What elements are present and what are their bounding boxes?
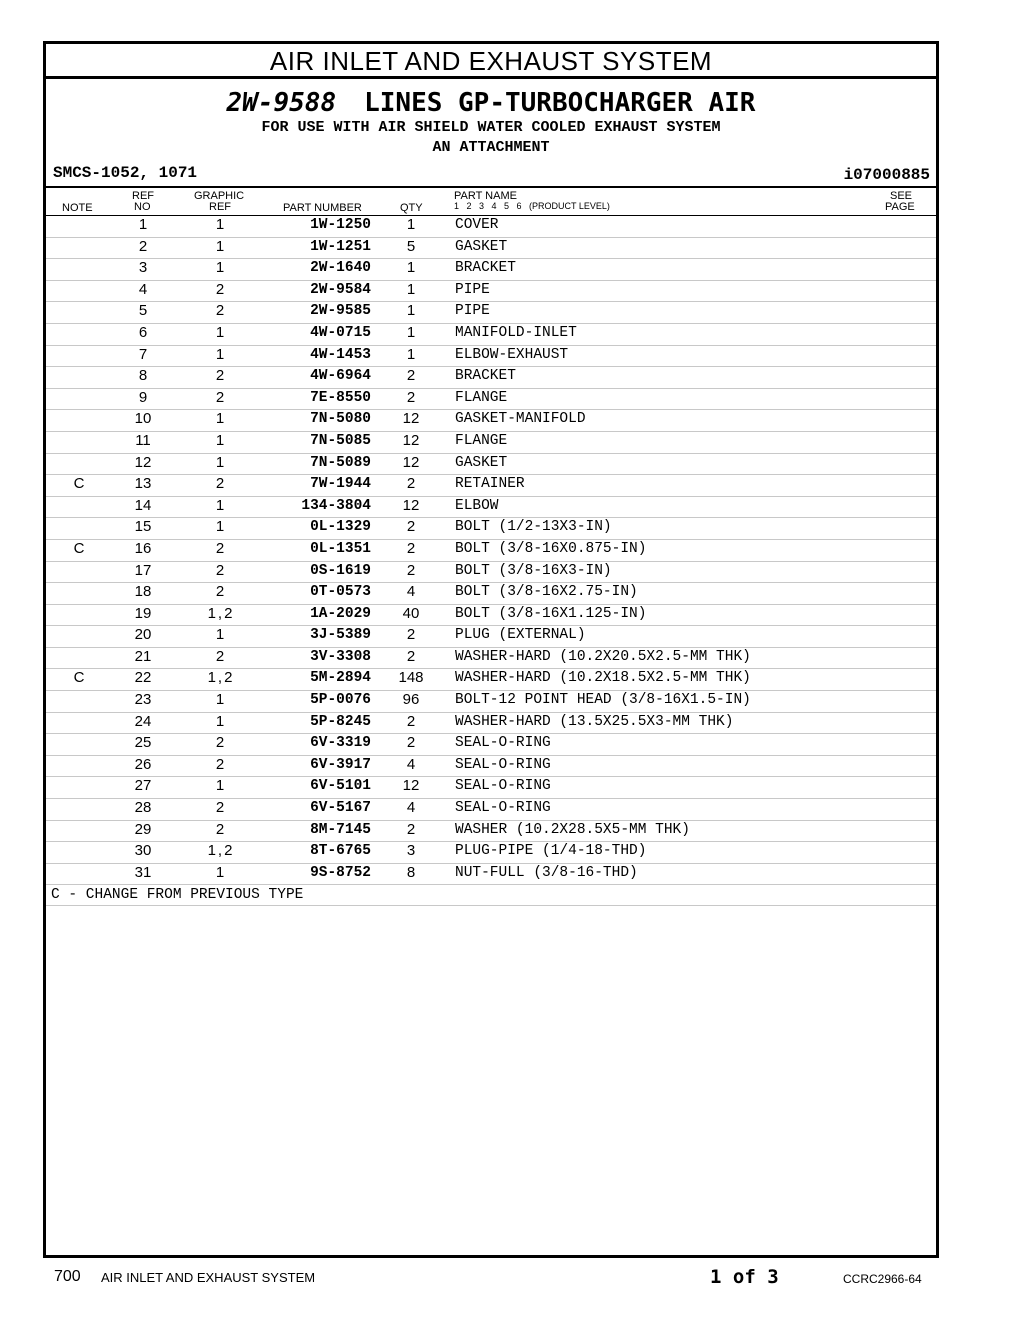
table-row: [46, 281, 936, 303]
ref-number-cell: 28: [134, 799, 152, 817]
ref-number-cell: 26: [134, 755, 152, 773]
part-number-cell: 6V-5167: [310, 800, 371, 817]
graphic-ref-cell: 2: [215, 367, 227, 385]
table-row: [46, 432, 936, 454]
part-name-cell: ELBOW-EXHAUST: [455, 346, 569, 363]
part-number-cell: 5P-8245: [310, 713, 371, 730]
graphic-ref-cell: 1: [215, 712, 227, 730]
ref-number-cell: 5: [138, 302, 148, 320]
page-frame: [43, 41, 939, 1258]
quantity-cell: 4: [406, 755, 416, 773]
graphic-ref-cell: 1: [215, 431, 227, 449]
part-name-cell: BOLT (1/2-13X3-IN): [455, 519, 612, 536]
ref-number-cell: 19: [134, 604, 152, 622]
table-row: [46, 756, 936, 778]
quantity-cell: 96: [402, 691, 420, 709]
footer-section: AIR INLET AND EXHAUST SYSTEM: [101, 1270, 316, 1285]
quantity-cell: 2: [406, 388, 416, 406]
subtitle-1: FOR USE WITH AIR SHIELD WATER COOLED EXHAUST SYSTEM: [261, 119, 721, 136]
page-footer: [0, 1262, 1020, 1292]
part-name-cell: PIPE: [455, 281, 490, 298]
ref-number-cell: 17: [134, 561, 152, 579]
graphic-ref-cell: 1: [215, 863, 227, 881]
quantity-cell: 2: [406, 539, 416, 557]
part-number-cell: 1A-2029: [310, 605, 371, 622]
ref-number-cell: 21: [134, 647, 152, 665]
quantity-cell: 12: [402, 453, 420, 471]
part-name-cell: GASKET-MANIFOLD: [455, 411, 586, 428]
col-ref-top: REF: [132, 190, 154, 202]
quantity-cell: 2: [406, 647, 416, 665]
quantity-cell: 8: [406, 863, 416, 881]
table-row: [46, 324, 936, 346]
ref-number-cell: 8: [138, 367, 148, 385]
graphic-ref-cell: 2: [215, 539, 227, 557]
quantity-cell: 40: [402, 604, 420, 622]
part-number-cell: 2W-9585: [310, 303, 371, 320]
part-name-cell: PIPE: [455, 303, 490, 320]
ref-number-cell: 6: [138, 323, 148, 341]
col-note: NOTE: [62, 202, 93, 214]
graphic-ref-cell: 1: [215, 259, 227, 277]
note-cell: C: [73, 475, 85, 493]
title-block: [46, 88, 936, 158]
part-name-cell: WASHER-HARD (10.2X18.5X2.5-MM THK): [455, 670, 751, 687]
table-row: [46, 583, 936, 605]
part-name-cell: BOLT-12 POINT HEAD (3/8-16X1.5-IN): [455, 692, 751, 709]
quantity-cell: 2: [406, 367, 416, 385]
part-number-cell: 7N-5085: [310, 432, 371, 449]
quantity-cell: 12: [402, 431, 420, 449]
ref-number-cell: 29: [134, 820, 152, 838]
smcs-code: SMCS-1052, 1071: [53, 164, 198, 182]
part-name-cell: FLANGE: [455, 389, 508, 406]
part-name-cell: RETAINER: [455, 476, 525, 493]
ref-number-cell: 11: [135, 431, 151, 449]
part-name-cell: BOLT (3/8-16X0.875-IN): [455, 540, 647, 557]
part-number-cell: 0S-1619: [310, 562, 371, 579]
part-name-cell: WASHER (10.2X28.5X5-MM THK): [455, 821, 690, 838]
graphic-ref-cell: 2: [215, 302, 227, 320]
table-row: [46, 864, 936, 886]
part-number-cell: 4W-6964: [310, 368, 371, 385]
part-number-cell: 7E-8550: [310, 389, 371, 406]
col-ref-bottom: NO: [134, 201, 151, 213]
table-row: [46, 216, 936, 238]
part-number-cell: 1W-1251: [310, 238, 371, 255]
quantity-cell: 1: [406, 259, 416, 277]
part-name-cell: BOLT (3/8-16X1.125-IN): [455, 605, 647, 622]
table-row: [46, 562, 936, 584]
quantity-cell: 12: [402, 496, 420, 514]
part-name-cell: BOLT (3/8-16X3-IN): [455, 562, 612, 579]
quantity-cell: 2: [406, 820, 416, 838]
ref-number-cell: 18: [134, 583, 152, 601]
ref-number-cell: 16: [134, 539, 152, 557]
part-name-cell: PLUG-PIPE (1/4-18-THD): [455, 843, 647, 860]
quantity-cell: 2: [406, 712, 416, 730]
ref-number-cell: 4: [138, 280, 148, 298]
graphic-ref-cell: 1: [215, 777, 227, 795]
part-name-cell: SEAL-O-RING: [455, 800, 551, 817]
table-row: [46, 777, 936, 799]
table-row: [46, 821, 936, 843]
table-row: [46, 346, 936, 368]
part-name-cell: NUT-FULL (3/8-16-THD): [455, 864, 638, 881]
graphic-ref-cell: 2: [215, 561, 227, 579]
note-cell: C: [73, 669, 85, 687]
part-number-cell: 2W-9584: [310, 281, 371, 298]
ref-number-cell: 3: [138, 259, 148, 277]
table-row: [46, 540, 936, 562]
part-number-cell: 8M-7145: [310, 821, 371, 838]
part-number-cell: 5M-2894: [310, 670, 371, 687]
part-number-cell: 4W-0715: [310, 324, 371, 341]
ref-number-cell: 27: [134, 777, 152, 795]
part-number-cell: 3V-3308: [310, 648, 371, 665]
graphic-ref-cell: 2: [215, 799, 227, 817]
part-number-cell: 3J-5389: [310, 627, 371, 644]
graphic-ref-cell: 1: [215, 237, 227, 255]
legend-note: C - CHANGE FROM PREVIOUS TYPE: [46, 885, 936, 906]
col-graphic-top: GRAPHIC: [194, 190, 245, 202]
part-name-cell: FLANGE: [455, 432, 508, 449]
col-part-number: PART NUMBER: [283, 202, 362, 214]
part-name-cell: PLUG (EXTERNAL): [455, 627, 586, 644]
part-name-cell: MANIFOLD-INLET: [455, 324, 577, 341]
table-header: [46, 188, 936, 216]
table-row: [46, 799, 936, 821]
table-row: [46, 410, 936, 432]
table-row: [46, 518, 936, 540]
part-name-cell: BOLT (3/8-16X2.75-IN): [455, 584, 638, 601]
part-number-cell: 1W-1250: [310, 217, 371, 233]
quantity-cell: 1: [406, 323, 416, 341]
graphic-ref-cell: 1: [215, 410, 227, 428]
col-see-bottom: PAGE: [885, 201, 915, 213]
col-qty: QTY: [400, 202, 423, 214]
part-name-cell: WASHER-HARD (10.2X20.5X2.5-MM THK): [455, 648, 751, 665]
part-name-cell: ELBOW: [455, 497, 499, 514]
ref-number-cell: 24: [134, 712, 152, 730]
subtitle-2: AN ATTACHMENT: [432, 139, 550, 156]
table-row: [46, 734, 936, 756]
col-see-top: SEE: [890, 190, 913, 202]
ref-number-cell: 10: [134, 410, 152, 428]
part-name-cell: SEAL-O-RING: [455, 778, 551, 795]
table-row: [46, 648, 936, 670]
graphic-ref-cell: 1: [215, 453, 227, 471]
part-number-cell: 2W-1640: [310, 260, 371, 277]
table-row: [46, 454, 936, 476]
graphic-ref-cell: 1: [215, 345, 227, 363]
graphic-ref-cell: 2: [215, 647, 227, 665]
table-row: [46, 475, 936, 497]
part-number-cell: 0T-0573: [310, 584, 371, 601]
graphic-ref-cell: 1,2: [207, 669, 235, 687]
graphic-ref-cell: 2: [215, 475, 227, 493]
graphic-ref-cell: 2: [215, 820, 227, 838]
ref-number-cell: 23: [134, 691, 152, 709]
graphic-ref-cell: 2: [215, 755, 227, 773]
part-name-cell: SEAL-O-RING: [455, 735, 551, 752]
ref-number-cell: 20: [134, 626, 152, 644]
part-name-cell: GASKET: [455, 238, 508, 255]
quantity-cell: 1: [406, 216, 416, 233]
ref-number-cell: 14: [134, 496, 152, 514]
quantity-cell: 3: [406, 842, 416, 860]
ref-number-cell: 2: [138, 237, 148, 255]
part-name-cell: WASHER-HARD (13.5X25.5X3-MM THK): [455, 713, 734, 730]
part-name-cell: COVER: [455, 217, 499, 233]
ref-number-cell: 13: [134, 475, 152, 493]
table-row: [46, 497, 936, 519]
quantity-cell: 5: [406, 237, 416, 255]
quantity-cell: 2: [406, 561, 416, 579]
graphic-ref-cell: 2: [215, 583, 227, 601]
quantity-cell: 2: [406, 626, 416, 644]
part-number-cell: 4W-1453: [310, 346, 371, 363]
table-row: [46, 842, 936, 864]
quantity-cell: 1: [406, 345, 416, 363]
footer-code: CCRC2966-64: [843, 1272, 922, 1286]
ref-number-cell: 30: [134, 842, 152, 860]
graphic-ref-cell: 1: [215, 216, 227, 233]
graphic-ref-cell: 1,2: [207, 842, 235, 860]
quantity-cell: 4: [406, 799, 416, 817]
part-number-cell: 6V-3917: [310, 756, 371, 773]
part-name-cell: GASKET: [455, 454, 508, 471]
table-row: [46, 302, 936, 324]
ref-number-cell: 31: [134, 863, 152, 881]
col-part-name: PART NAME: [454, 190, 517, 202]
part-name-cell: SEAL-O-RING: [455, 756, 551, 773]
quantity-cell: 1: [406, 302, 416, 320]
part-number-cell: 6V-3319: [310, 735, 371, 752]
ref-number-cell: 25: [134, 734, 152, 752]
parts-table-body: [46, 216, 936, 885]
table-row: [46, 389, 936, 411]
graphic-ref-cell: 2: [215, 280, 227, 298]
part-name-cell: BRACKET: [455, 368, 516, 385]
graphic-ref-cell: 1: [215, 691, 227, 709]
part-number-cell: 0L-1329: [310, 519, 371, 536]
assembly-part-number: 2W-9588: [226, 88, 337, 118]
part-name-cell: BRACKET: [455, 260, 516, 277]
quantity-cell: 2: [406, 475, 416, 493]
table-row: [46, 713, 936, 735]
graphic-ref-cell: 2: [215, 734, 227, 752]
ref-number-cell: 7: [138, 345, 148, 363]
id-row: [46, 164, 936, 188]
part-title-line: [46, 88, 936, 118]
ref-number-cell: 22: [134, 669, 152, 687]
part-number-cell: 134-3804: [301, 497, 371, 514]
graphic-ref-cell: 1: [215, 323, 227, 341]
part-number-cell: 5P-0076: [310, 692, 371, 709]
quantity-cell: 4: [406, 583, 416, 601]
part-number-cell: 0L-1351: [310, 540, 371, 557]
part-number-cell: 6V-5101: [310, 778, 371, 795]
ref-number-cell: 12: [134, 453, 152, 471]
note-cell: C: [73, 539, 85, 557]
part-number-cell: 7W-1944: [310, 476, 371, 493]
quantity-cell: 1: [406, 280, 416, 298]
graphic-ref-cell: 1: [215, 496, 227, 514]
table-row: [46, 691, 936, 713]
ref-number-cell: 1: [138, 216, 148, 233]
footer-page-number: 700: [54, 1268, 81, 1285]
quantity-cell: 2: [406, 734, 416, 752]
quantity-cell: 12: [402, 777, 420, 795]
part-number-cell: 7N-5080: [310, 411, 371, 428]
quantity-cell: 148: [398, 669, 424, 687]
table-row: [46, 626, 936, 648]
table-row: [46, 669, 936, 691]
section-title: AIR INLET AND EXHAUST SYSTEM: [46, 44, 936, 79]
quantity-cell: 12: [402, 410, 420, 428]
part-number-cell: 9S-8752: [310, 864, 371, 881]
ref-number-cell: 9: [138, 388, 148, 406]
table-row: [46, 259, 936, 281]
footer-page-of: 1 of 3: [710, 1266, 779, 1288]
graphic-ref-cell: 2: [215, 388, 227, 406]
graphic-ref-cell: 1: [215, 626, 227, 644]
graphic-ref-cell: 1: [215, 518, 227, 536]
table-row: [46, 238, 936, 260]
col-graphic-bottom: REF: [209, 201, 231, 213]
assembly-title: LINES GP-TURBOCHARGER AIR: [364, 88, 756, 118]
quantity-cell: 2: [406, 518, 416, 536]
part-number-cell: 8T-6765: [310, 843, 371, 860]
part-number-cell: 7N-5089: [310, 454, 371, 471]
table-row: [46, 605, 936, 627]
ref-number-cell: 15: [134, 518, 152, 536]
document-id: i07000885: [843, 166, 930, 184]
col-product-level: 1 2 3 4 5 6 (PRODUCT LEVEL): [454, 201, 610, 211]
table-row: [46, 367, 936, 389]
graphic-ref-cell: 1,2: [207, 604, 235, 622]
